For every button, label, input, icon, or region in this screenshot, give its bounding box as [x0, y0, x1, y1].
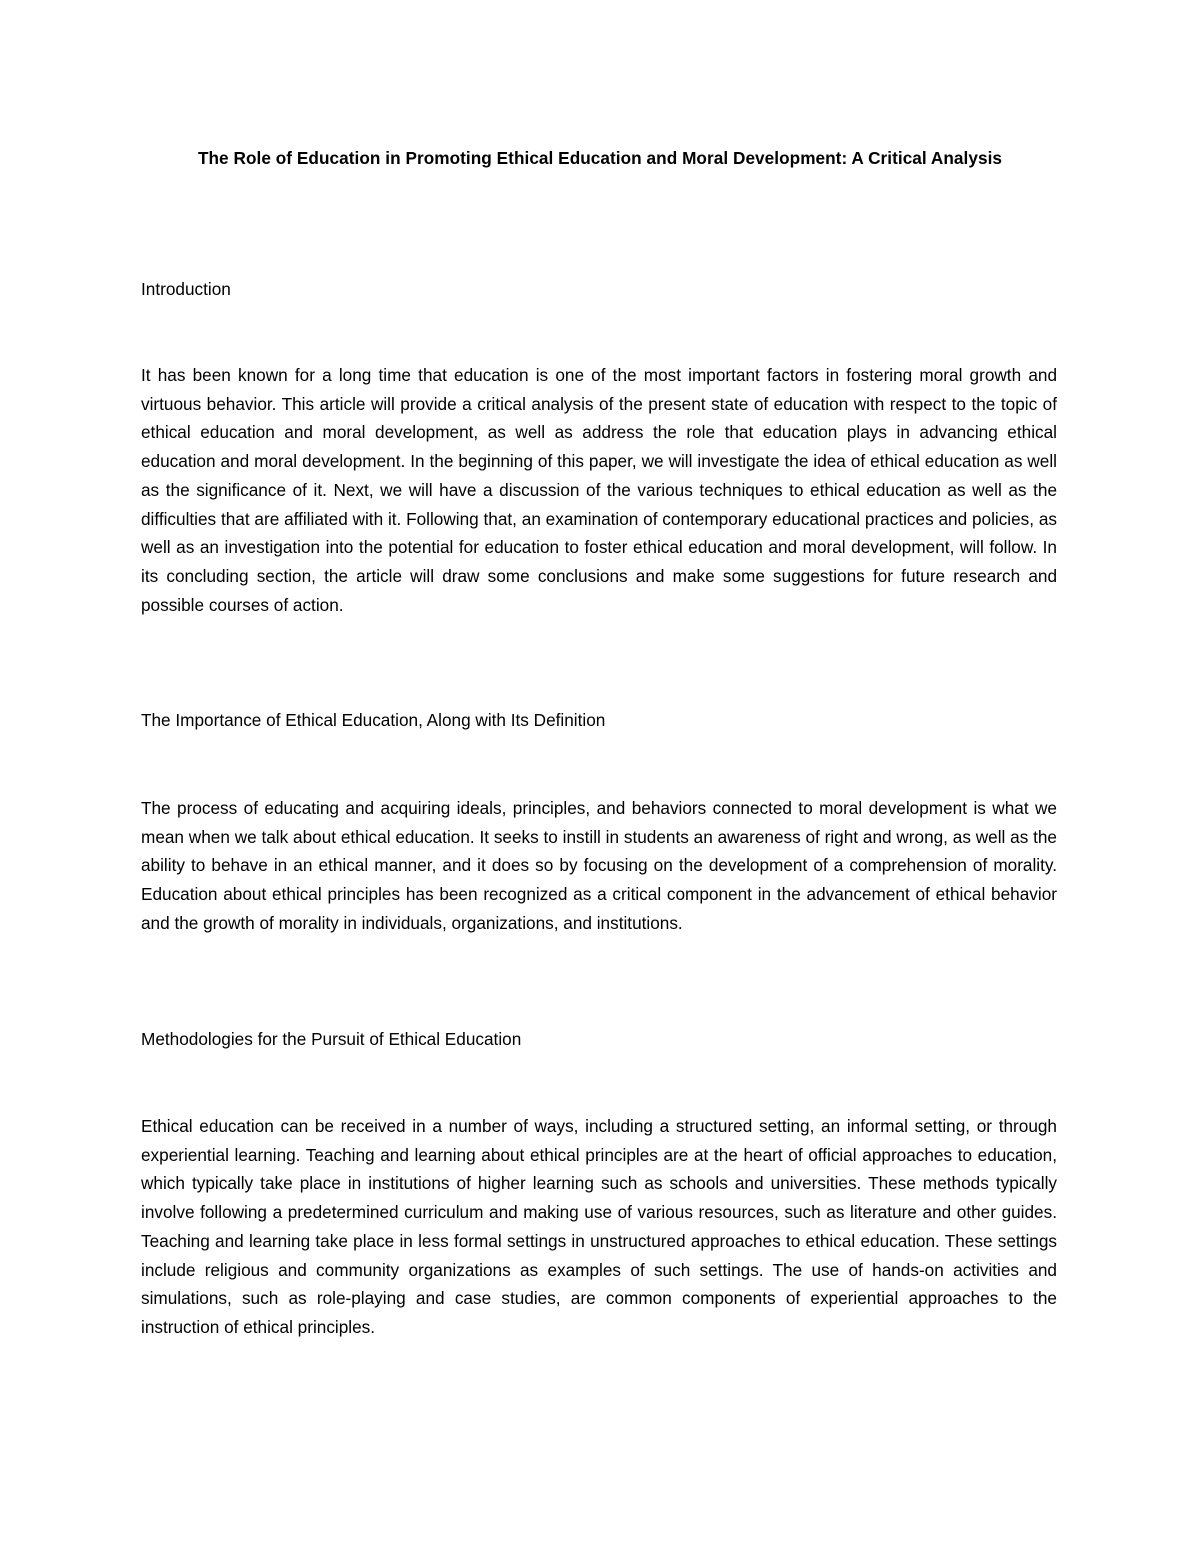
section-heading-introduction: Introduction: [141, 279, 231, 299]
section-heading-importance: The Importance of Ethical Education, Along with Its Definition: [141, 710, 606, 730]
document-title: The Role of Education in Promoting Ethical Education and Moral Development: A Critical Analysis: [197, 148, 1003, 168]
paragraph-methodologies: Ethical education can be received in a number of ways, including a structured setting, an informal setting, or through experiential learning. Teaching and learning about ethical principles are at the heart of official approaches to education, which typically take place in institutions of higher learning such as schools and universities. These methods typically involve following a predetermined curriculum and making use of various resources, such as literature and other guides. Teaching and learning take place in less formal settings in unstructured approaches to ethical education. These settings include religious and community organizations as examples of such settings. The use of hands-on activities and simulations, such as role-playing and case studies, are common components of experiential approaches to the instruction of ethical principles.: [141, 1116, 1057, 1337]
paragraph-importance: The process of educating and acquiring ideals, principles, and behaviors connected to moral development is what we mean when we talk about ethical education. It seeks to instill in students an awareness of right and wrong, as well as the ability to behave in an ethical manner, and it does so by focusing on the development of a comprehension of morality. Education about ethical principles has been recognized as a critical component in the advancement of ethical behavior and the growth of morality in individuals, organizations, and institutions.: [141, 798, 1057, 933]
section-heading-methodologies: Methodologies for the Pursuit of Ethical Education: [141, 1029, 522, 1049]
paragraph-introduction: It has been known for a long time that education is one of the most important factors in fostering moral growth and virtuous behavior. This article will provide a critical analysis of the present state of education with respect to the topic of ethical education and moral development, as well as address the role that education plays in advancing ethical education and moral development. In the beginning of this paper, we will investigate the idea of ethical education as well as the significance of it. Next, we will have a discussion of the various techniques to ethical education as well as the difficulties that are affiliated with it. Following that, an examination of contemporary educational practices and policies, as well as an investigation into the potential for education to foster ethical education and moral development, will follow. In its concluding section, the article will draw some conclusions and make some suggestions for future research and possible courses of action.: [141, 365, 1057, 615]
